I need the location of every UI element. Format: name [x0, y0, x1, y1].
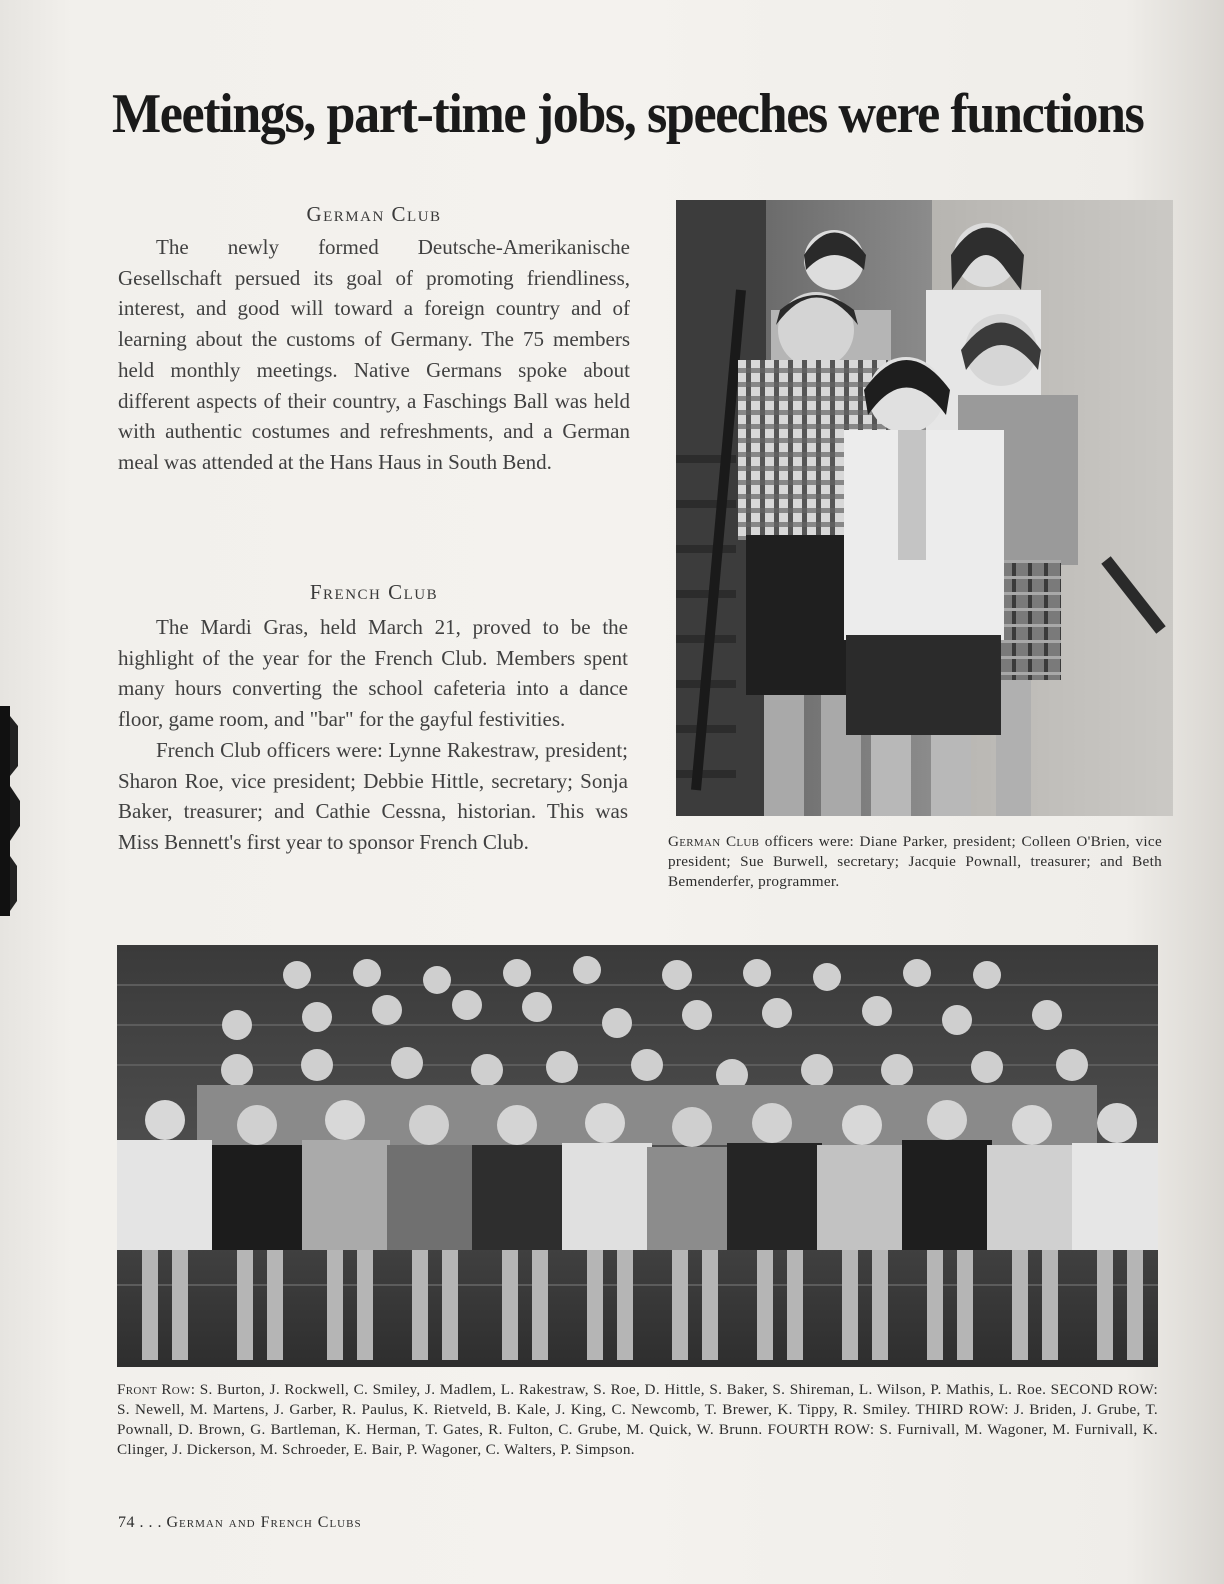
group-caption-lead: Front Row [117, 1381, 191, 1398]
officers-photo-caption [668, 832, 1162, 892]
french-club-text-1: The Mardi Gras, held March 21, proved to be the highlight of the year for the French Club. Members spent many hours converting the school cafeteria into a dance floor, game room, and "bar" for the gayful festivities. [118, 615, 628, 732]
page-headline: Meetings, part-time jobs, speeches were functions [112, 83, 1144, 145]
binding-edge-shadow [0, 706, 22, 916]
footer-section-title: German and French Clubs [166, 1514, 362, 1531]
german-club-heading: German Club [306, 202, 442, 226]
group-photo-caption [117, 1380, 1158, 1460]
officers-caption-text: officers were: Diane Parker, president; Colleen O'Brien, vice president; Sue Burwell, secretary; Jacquie Pownall, treasurer; and Beth Bemenderfer, programmer. [668, 833, 1162, 890]
french-club-heading: French Club [309, 580, 439, 604]
officers-caption-lead: German Club [668, 833, 760, 850]
group-caption-text: : S. Burton, J. Rockwell, C. Smiley, J. Madlem, L. Rakestraw, S. Roe, D. Hittle, S. Baker, S. Shireman, L. Wilson, P. Mathis, L. Roe. SECOND ROW: S. Newell, M. Martens, J. Garber, R. Paulus, K. Rietveld, B. Kale, J. King, C. Newcomb, T. Brewer, K. Tippy, R. Smiley. THIRD ROW: J. Briden, J. Grube, T. Pownall, D. Brown, G. Bartleman, K. Herman, T. Gates, R. Fulton, C. Grube, M. Quick, W. Brunn. FOURTH ROW: S. Furnivall, M. Wagoner, M. Furnivall, K. Clinger, J. Dickerson, M. Schroeder, E. Bair, P. Wagoner, C. Walters, P. Simpson. [117, 1381, 1159, 1458]
german-club-officers-photo [676, 200, 1173, 816]
page-number: 74 [118, 1514, 135, 1531]
french-club-paragraphs [118, 612, 628, 858]
footer-separator: . . . [135, 1514, 167, 1531]
german-club-paragraph [118, 232, 630, 478]
page-footer [118, 1514, 362, 1532]
german-club-text: The newly formed Deutsche-Amerikanische Gesellschaft persued its goal of promoting friendliness, interest, and good will toward a foreign country and of learning about the customs of Germany. The 75 members held monthly meetings. Native Germans spoke about different aspects of their country, a Faschings Ball was held with authentic costumes and refreshments, and a German meal was attended at the Hans Haus in South Bend. [118, 235, 630, 474]
french-club-group-photo [117, 945, 1158, 1367]
french-club-text-2: French Club officers were: Lynne Rakestraw, president; Sharon Roe, vice president; Debbie Hittle, secretary; Sonja Baker, treasurer; and Cathie Cessna, historian. This was Miss Bennett's first year to sponsor French Club. [118, 737, 628, 854]
